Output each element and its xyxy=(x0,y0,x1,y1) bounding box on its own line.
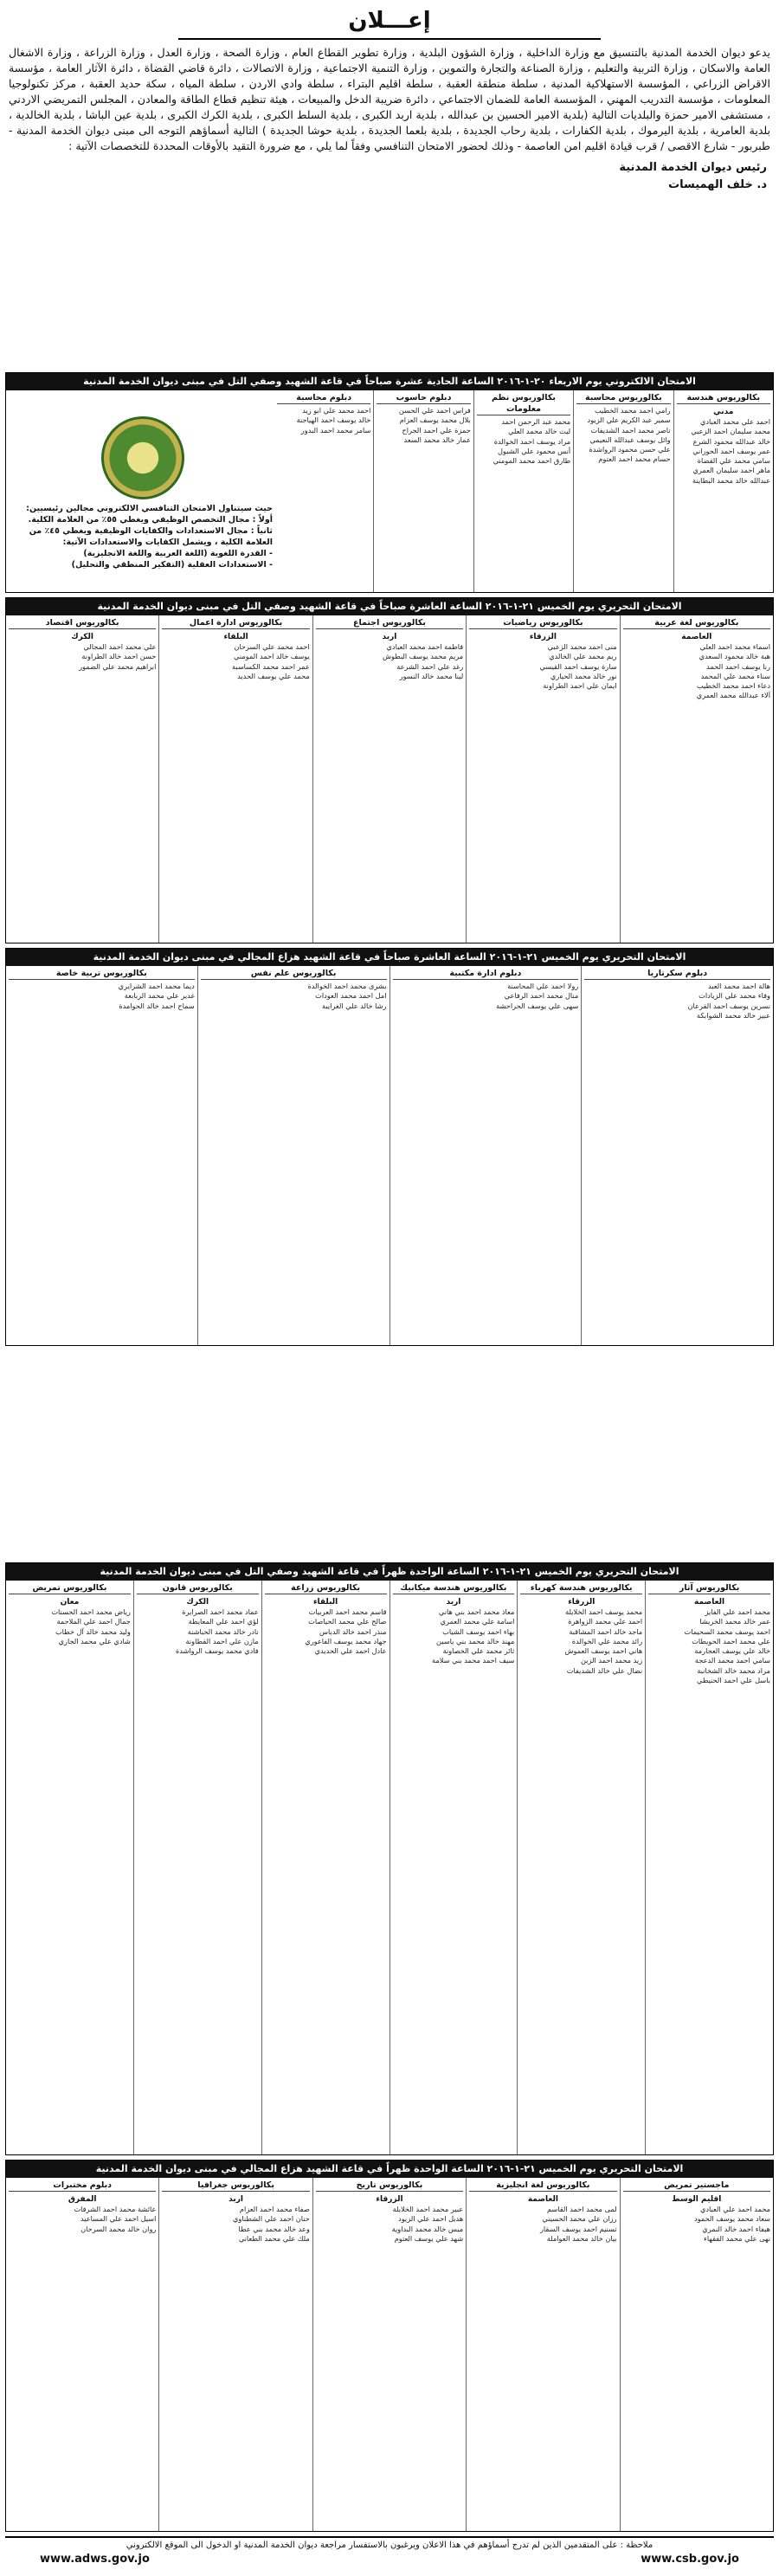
list-item: فادي محمد يوسف الرواشدة xyxy=(175,1646,259,1656)
note-line: ثانياً : مجال الاستعدادات والكفايات الوظيفية ويغطي ٤٥٪ من العلامة الكلية ، ويشمل الكفايات والاستعدادات الآتية: xyxy=(29,526,273,547)
list-item: روان خالد محمد السرحان xyxy=(80,2224,157,2233)
list-item: اسيل احمد علي المساعيد xyxy=(80,2214,157,2224)
list-item: سامي احمد محمد الدعجة xyxy=(694,1656,770,1665)
name-list xyxy=(265,1607,387,1656)
list-item: عمر يوسف احمد الحوراني xyxy=(692,446,770,455)
column-heading: دبلوم ادارة مكتبية xyxy=(393,968,579,980)
name-list xyxy=(162,642,309,681)
list-item: محمد احمد علي الفايز xyxy=(705,1607,770,1616)
list-item: سارة يوسف احمد القيسي xyxy=(539,661,617,671)
list-item: صفاء محمد احمد العزام xyxy=(239,2205,310,2213)
name-list xyxy=(677,417,770,486)
column-subheading: اربد xyxy=(382,633,397,641)
name-list xyxy=(477,417,570,466)
exam-section-5 xyxy=(5,2160,774,2532)
list-item: سيف احمد محمد بني سلامة xyxy=(431,1656,515,1665)
list-item: لينا محمد خالد النسور xyxy=(399,671,464,680)
column xyxy=(6,615,158,943)
column-heading: بكالوريوس محاسبة xyxy=(576,392,670,404)
column-heading: بكالوريوس قانون xyxy=(137,1582,259,1594)
list-item: بهاء احمد يوسف الشياب xyxy=(442,1626,515,1636)
column xyxy=(645,1581,773,2154)
name-list xyxy=(393,982,579,1011)
column xyxy=(158,2178,312,2531)
list-item: محمد يوسف احمد الخلايلة xyxy=(565,1607,643,1616)
list-item: امل احمد محمد العودات xyxy=(315,991,387,1001)
list-item: بشرى محمد احمد الخوالدة xyxy=(307,982,387,990)
column-subheading: معان xyxy=(60,1598,80,1607)
note-line: - القدرة اللغوية (اللغة العربية واللغة الانجليزية) xyxy=(83,549,273,558)
list-item: مراد محمد خالد الشخانبة xyxy=(697,1665,770,1675)
list-item: ايمان علي احمد الطراونة xyxy=(543,681,617,691)
list-item: يوسف خالد احمد المومني xyxy=(234,652,310,661)
list-item: مهند خالد محمد بني ياسين xyxy=(436,1636,515,1645)
list-item: منال محمد احمد الرفاعي xyxy=(504,991,579,1001)
list-item: ابراهيم محمد علي الضمور xyxy=(79,661,157,671)
column-heading: ماجستير تمريض xyxy=(623,2180,770,2192)
list-item: فاطمة احمد محمد العبادي xyxy=(386,642,464,651)
name-list xyxy=(469,2205,616,2244)
list-item: اسامة علي محمد العمري xyxy=(440,1617,515,1626)
column xyxy=(581,966,773,1345)
column xyxy=(620,2178,773,2531)
list-item: سناء محمد علي المحمد xyxy=(700,671,770,680)
column-heading: بكالوريوس هندسة ميكانيك xyxy=(393,1582,515,1594)
list-item: اسماء محمد احمد العلي xyxy=(699,642,770,651)
list-item: مريم محمد يوسف البطوش xyxy=(383,652,464,661)
list-item: نادر خالد محمد الحباشنة xyxy=(187,1626,259,1636)
list-item: وليد محمد خالد آل خطاب xyxy=(55,1626,131,1636)
column-subheading: العاصمة xyxy=(694,1598,725,1607)
column xyxy=(573,390,673,592)
section-4-header: الامتحان التحريري يوم الخميس ٢١-١-٢٠١٦ الساعة الواحدة ظهراً في قاعة الشهيد وصفي التل في مبنى ديوان الخدمة المدنية xyxy=(6,1563,773,1581)
list-item: عبير محمد احمد الخلايلة xyxy=(392,2205,464,2213)
column xyxy=(133,1581,261,2154)
name-list xyxy=(520,1607,642,1676)
list-item: رولا احمد علي المحاسنة xyxy=(507,982,579,990)
column xyxy=(6,1581,133,2154)
announcement-title: إعـــلان xyxy=(178,3,601,40)
name-list xyxy=(584,982,770,1021)
list-item: طارق احمد محمد المومني xyxy=(493,456,571,466)
list-item: علي حسن محمود الرواشدة xyxy=(589,445,671,454)
list-item: أنس محمود علي الشبول xyxy=(497,446,571,455)
list-item: عادل احمد علي الحديدي xyxy=(314,1646,387,1656)
column xyxy=(390,966,582,1345)
section-1-header: الامتحان الالكتروني يوم الاربعاء ٢٠-١-٢٠١٦ الساعة الحادية عشرة صباحاً في قاعة الشهيد وصفي التل في مبنى ديوان الخدمة المدنية xyxy=(6,373,773,390)
signature-block xyxy=(5,154,774,199)
list-item: هديل احمد علي الزيود xyxy=(398,2214,464,2224)
name-list xyxy=(137,1607,259,1656)
column-heading: بكالوريوس تربية خاصة xyxy=(9,968,195,980)
column xyxy=(473,390,573,592)
list-item: رغد علي احمد الشرعة xyxy=(396,661,464,671)
list-item: مازن علي احمد القطاونة xyxy=(185,1636,259,1645)
list-item: محمد عبد الرحمن احمد xyxy=(501,417,571,426)
list-item: غدير علي محمد الربابعة xyxy=(124,991,195,1001)
list-item: محمد علي يوسف الحديد xyxy=(237,671,310,680)
name-list xyxy=(648,1607,770,1685)
list-item: معاذ محمد احمد بني هاني xyxy=(438,1607,515,1616)
list-item: وعد خالد محمد بني عطا xyxy=(238,2224,310,2233)
column-heading: دبلوم مختبرات xyxy=(9,2180,156,2192)
column-subheading: اربد xyxy=(229,2195,243,2204)
list-item: احمد علي محمد الزواهرة xyxy=(568,1617,643,1626)
column-heading: بكالوريوس تمريض xyxy=(9,1582,131,1594)
column xyxy=(197,966,390,1345)
list-item: ريم محمد علي الخالدي xyxy=(549,652,617,661)
section-5-header: الامتحان التحريري يوم الخميس ٢١-١-٢٠١٦ الساعة الواحدة ظهراً في قاعة الشهيد هزاع المجالي في مبنى ديوان الخدمة المدنية xyxy=(6,2161,773,2178)
list-item: فراس احمد علي الحسن xyxy=(398,406,471,415)
list-item: وائل يوسف عبدالله النعيمي xyxy=(589,435,671,444)
column-subheading: اربد xyxy=(446,1598,461,1607)
column xyxy=(620,615,773,943)
list-item: سمير عبد الكريم علي الزيود xyxy=(587,415,671,425)
list-item: شادي علي محمد الجازي xyxy=(58,1636,131,1645)
list-item: خالد علي يوسف العجارمة xyxy=(694,1646,770,1656)
list-item: حسام محمد احمد العتوم xyxy=(598,454,671,464)
list-item: احمد محمد علي ابو زيد xyxy=(302,406,371,415)
list-item: احمد محمد علي السرحان xyxy=(234,642,310,651)
announcement-header-block xyxy=(5,3,774,306)
name-list xyxy=(316,642,463,681)
column-subheading: الزرقاء xyxy=(376,2195,403,2204)
list-item: بيان خالد محمد العواملة xyxy=(546,2233,617,2243)
column-heading: بكالوريوس تاريخ xyxy=(316,2180,463,2192)
list-item: منذر احمد خالد الدباس xyxy=(319,1626,387,1636)
name-list xyxy=(623,642,770,701)
list-item: احمد يوسف محمد السحيمات xyxy=(684,1626,770,1636)
list-item: عبير خالد محمد الشوابكة xyxy=(697,1010,770,1020)
list-item: آلاء عبدالله محمد العمري xyxy=(696,691,770,700)
list-item: عبدالله خالد محمد البطاينة xyxy=(692,475,770,485)
list-item: شهد علي يوسف العتوم xyxy=(394,2233,464,2243)
column-subheading: البلقاء xyxy=(312,1598,338,1607)
list-item: منى احمد محمد الزعبي xyxy=(547,642,617,651)
list-item: رائد محمد علي الخوالدة xyxy=(571,1636,643,1645)
column-heading: بكالوريوس علم نفس xyxy=(201,968,387,980)
column-subheading: العاصمة xyxy=(681,633,712,641)
column-heading: دبلوم سكرتاريا xyxy=(584,968,770,980)
list-item: ملك علي محمد الطعاني xyxy=(238,2233,310,2243)
column-heading: بكالوريوس لغة عربية xyxy=(623,617,770,629)
column-heading: بكالوريوس نظم معلومات xyxy=(477,392,570,415)
list-item: تسنيم احمد يوسف السقار xyxy=(539,2224,617,2233)
column-heading: بكالوريوس رياضيات xyxy=(469,617,616,629)
list-item: زيد محمد احمد الزبن xyxy=(580,1656,643,1665)
column xyxy=(261,1581,390,2154)
list-item: سامي محمد علي القضاة xyxy=(697,456,770,466)
list-item: قاسم محمد احمد العربيات xyxy=(308,1607,387,1616)
column xyxy=(6,966,197,1345)
list-item: ماجد خالد احمد المشاقبة xyxy=(569,1626,643,1636)
announcement-intro: يدعو ديوان الخدمة المدنية بالتنسيق مع وزارة الداخلية ، وزارة الشؤون البلدية ، وزارة تطوير القطاع العام ، وزارة الصحة ، وزارة العدل ، وزارة الزراعة ، وزارة الاشغال العامة والاسكان ، وزارة التربية والتعليم ، وزارة الصناعة والتجارة والتموين ، وزارة التنمية الاجتماعية ، وزارة الاتصالات ، دائرة قاضي القضاة ، دائرة الآثار العامة ، مؤسسة الاقراض الزراعي ، المؤسسة الاستهلاكية المدنية ، سلطة منطقة العقبة ، سلطة اقليم البتراء ، سلطة وادي الاردن ، سلطة المياه ، سكة حديد العقبة ، مركز تكنولوجيا المعلومات ، مؤسسة التدريب المهني ، المؤسسة العامة للضمان الاجتماعي ، دائرة ضريبة الدخل والمبيعات ، هيئة تنظيم قطاع الطاقة والمعادن ، المجلس التمريضي الاردني ، مستشفى الامير حمزة والبلديات التالية (بلدية الامير الحسين بن عبدالله ، بلدية اربد الكبرى ، بلدية السلط الكبرى ، بلدية الكرك الكبرى ، بلدية عين الباشا ، بلدية الخالدية ، بلدية العامرية ، بلدية اليرموك ، بلدية الكفارات ، بلدية رحاب الجديدة ، بلدية بلعما الجديدة ، بلدية حوشا الجديدة ) التالية أسماؤهم التوجه الى مبنى ديوان الخدمة المدنية - طبربور - شارع الاقصى / قرب قيادة اقليم امن العاصمة - وذلك لحضور الامتحان التنافسي وفقاً لما يلي ، مع ضرورة التقيد بالأوقات المحددة للتخصصات الآتية : xyxy=(9,46,770,152)
list-item: عمر خالد محمد الخريشا xyxy=(699,1617,770,1626)
column-subheading: الزرقاء xyxy=(568,1598,596,1607)
list-item: رياض محمد احمد الحسنات xyxy=(51,1607,131,1616)
list-item: حمزة علي احمد الجراح xyxy=(402,425,471,435)
list-item: دعاء احمد محمد الخطيب xyxy=(696,681,770,691)
name-list xyxy=(9,1607,131,1646)
list-item: ماهر احمد سليمان العمري xyxy=(692,466,770,475)
list-item: علي محمد احمد المجالي xyxy=(83,642,157,651)
list-item: علي محمد احمد الحويطات xyxy=(692,1636,770,1645)
list-item: رزان علي محمد الحسيني xyxy=(542,2214,617,2224)
list-item: رنا يوسف احمد الحمد xyxy=(706,661,770,671)
signature-title: رئيس ديوان الخدمة المدنية xyxy=(619,161,767,174)
name-list xyxy=(469,642,616,691)
column xyxy=(274,390,373,592)
column-subheading: الكرك xyxy=(71,633,93,641)
name-list xyxy=(162,2205,309,2244)
column-subheading: مدني xyxy=(713,408,734,416)
list-item: خالد يوسف احمد الهياجنة xyxy=(296,415,371,425)
list-item: جمال احمد علي الملاحمة xyxy=(56,1617,131,1626)
name-list xyxy=(9,2205,156,2234)
column-subheading: اقليم الوسط xyxy=(672,2195,722,2204)
column xyxy=(466,2178,619,2531)
list-item: باسل علي احمد الحنيطي xyxy=(697,1676,770,1685)
name-list xyxy=(9,982,195,1011)
list-item: نهى علي محمد الفقهاء xyxy=(704,2233,770,2243)
list-item: نسرين يوسف احمد القرعان xyxy=(687,1001,770,1010)
list-item: محمد سليمان احمد الزعبي xyxy=(691,427,770,436)
list-item: خالد عبدالله محمود الشرع xyxy=(692,436,770,446)
note-line: حيث سيتناول الامتحان التنافسي الالكتروني مجالين رئيسيين: xyxy=(26,504,273,513)
column xyxy=(517,1581,645,2154)
footer-link-csb[interactable]: www.csb.gov.jo xyxy=(641,2553,739,2566)
list-item: هبة خالد محمود السعدي xyxy=(699,652,770,661)
column-heading: بكالوريوس هندسة xyxy=(677,392,770,404)
exam-section-4 xyxy=(5,1562,774,2155)
list-item: عمار خالد محمد السعد xyxy=(403,435,471,444)
column-heading: دبلوم حاسوب xyxy=(377,392,470,404)
list-item: صالح علي محمد الحياصات xyxy=(308,1617,387,1626)
column xyxy=(390,1581,518,2154)
list-item: هيفاء احمد خالد النمري xyxy=(702,2224,770,2233)
list-item: سهى علي يوسف الحراحشة xyxy=(496,1001,579,1010)
list-item: لمى محمد احمد القاسم xyxy=(546,2205,617,2213)
list-item: حسن احمد خالد الطراونة xyxy=(81,652,157,661)
exam-section-3 xyxy=(5,948,774,1346)
list-item: ثائر محمد علي الخصاونة xyxy=(442,1646,515,1656)
list-item: حنان احمد علي الشطناوي xyxy=(233,2214,310,2224)
list-item: عمر احمد محمد الكساسبة xyxy=(231,661,310,671)
list-item: لؤي احمد علي المعايطة xyxy=(188,1617,259,1626)
list-item: سعاد محمد يوسف الحمود xyxy=(694,2214,770,2224)
list-item: جهاد محمد يوسف الفاعوري xyxy=(305,1636,387,1645)
list-item: وفاء محمد علي الزيادات xyxy=(699,991,770,1001)
list-item: عائشة محمد احمد الشرفات xyxy=(74,2205,157,2213)
footer-disclaimer: ملاحظة : على المتقدمين الذين لم تدرج أسماؤهم في هذا الاعلان ويرغبون بالاستفسار مراجعة ديوان الخدمة المدنية او الدخول الى الموقع الالكتروني xyxy=(126,2541,653,2550)
column xyxy=(466,615,619,943)
column-heading: بكالوريوس زراعة xyxy=(265,1582,387,1594)
column-subheading: الكرك xyxy=(186,1598,209,1607)
name-list xyxy=(623,2205,770,2244)
list-item: نضال علي خالد الشديفات xyxy=(566,1665,643,1675)
exam-notes xyxy=(13,503,273,593)
column-heading: بكالوريوس لغة انجليزية xyxy=(469,2180,616,2192)
note-line: أولاً : مجال التخصص الوظيفي ويغطي ٥٥٪ من العلامة الكلية. xyxy=(28,515,273,525)
column-subheading: العاصمة xyxy=(527,2195,558,2204)
name-list xyxy=(201,982,387,1011)
column-heading: دبلوم محاسبة xyxy=(277,392,370,404)
civil-service-bureau-seal-icon xyxy=(101,416,184,499)
list-item: مراد يوسف احمد الخوالدة xyxy=(493,436,571,446)
name-list xyxy=(277,406,370,435)
column-heading: بكالوريوس اجتماع xyxy=(316,617,463,629)
list-item: هالة احمد محمد العبد xyxy=(707,982,770,990)
name-list xyxy=(9,642,156,672)
section-3-header: الامتحان التحريري يوم الخميس ٢١-١-٢٠١٦ الساعة العاشرة صباحاً في قاعة الشهيد هزاع المجالي في مبنى ديوان الخدمة المدنية xyxy=(6,949,773,966)
signature-name: د. خلف الهميسات xyxy=(668,178,767,191)
list-item: احمد علي محمد العبادي xyxy=(699,417,770,426)
list-item: محمد احمد علي العبادي xyxy=(699,2205,770,2213)
page-footer xyxy=(5,2536,774,2573)
footer-link-adws[interactable]: www.adws.gov.jo xyxy=(40,2553,150,2566)
name-list xyxy=(316,2205,463,2244)
name-list xyxy=(377,406,470,445)
list-item: رشا خالد علي الغرايبة xyxy=(321,1001,387,1010)
column-subheading: الزرقاء xyxy=(529,633,557,641)
column xyxy=(673,390,773,592)
list-item: نور خالد محمد الحياري xyxy=(550,671,617,680)
list-item: سماح احمد خالد الحوامدة xyxy=(119,1001,195,1010)
column-subheading: البلقاء xyxy=(223,633,248,641)
list-item: هاني احمد يوسف العموش xyxy=(564,1646,643,1656)
exam-section-2 xyxy=(5,597,774,943)
list-item: بلال محمد يوسف العزام xyxy=(399,415,471,425)
column-heading: بكالوريوس هندسة كهرباء xyxy=(520,1582,642,1594)
list-item: ديما محمد احمد الشرايري xyxy=(118,982,195,990)
list-item: عماد محمد احمد الصرايرة xyxy=(182,1607,259,1616)
section-2-header: الامتحان التحريري يوم الخميس ٢١-١-٢٠١٦ الساعة العاشرة صباحاً في قاعة الشهيد وصفي التل في مبنى ديوان الخدمة المدنية xyxy=(6,598,773,615)
list-item: رامي احمد محمد الخطيب xyxy=(594,406,671,415)
list-item: ميس خالد محمد البداوية xyxy=(391,2224,464,2233)
exam-section-1 xyxy=(5,372,774,593)
column xyxy=(6,2178,158,2531)
list-item: سامر محمد احمد البدور xyxy=(300,425,371,435)
column-heading: بكالوريوس آثار xyxy=(648,1582,770,1594)
column xyxy=(373,390,473,592)
name-list xyxy=(576,406,670,465)
column-heading: بكالوريوس اقتصاد xyxy=(9,617,156,629)
note-line: - الاستعدادات العقلية (التفكير المنطقي والتحليل) xyxy=(71,560,273,570)
column xyxy=(312,2178,466,2531)
column-heading: بكالوريوس جغرافيا xyxy=(162,2180,309,2192)
name-list xyxy=(393,1607,515,1666)
column xyxy=(158,615,312,943)
column xyxy=(312,615,466,943)
list-item: ناصر محمد احمد الشديفات xyxy=(590,425,671,435)
column-heading: بكالوريوس ادارة اعمال xyxy=(162,617,309,629)
column-subheading: المفرق xyxy=(68,2195,97,2204)
list-item: ليث خالد محمد العلي xyxy=(508,427,571,436)
